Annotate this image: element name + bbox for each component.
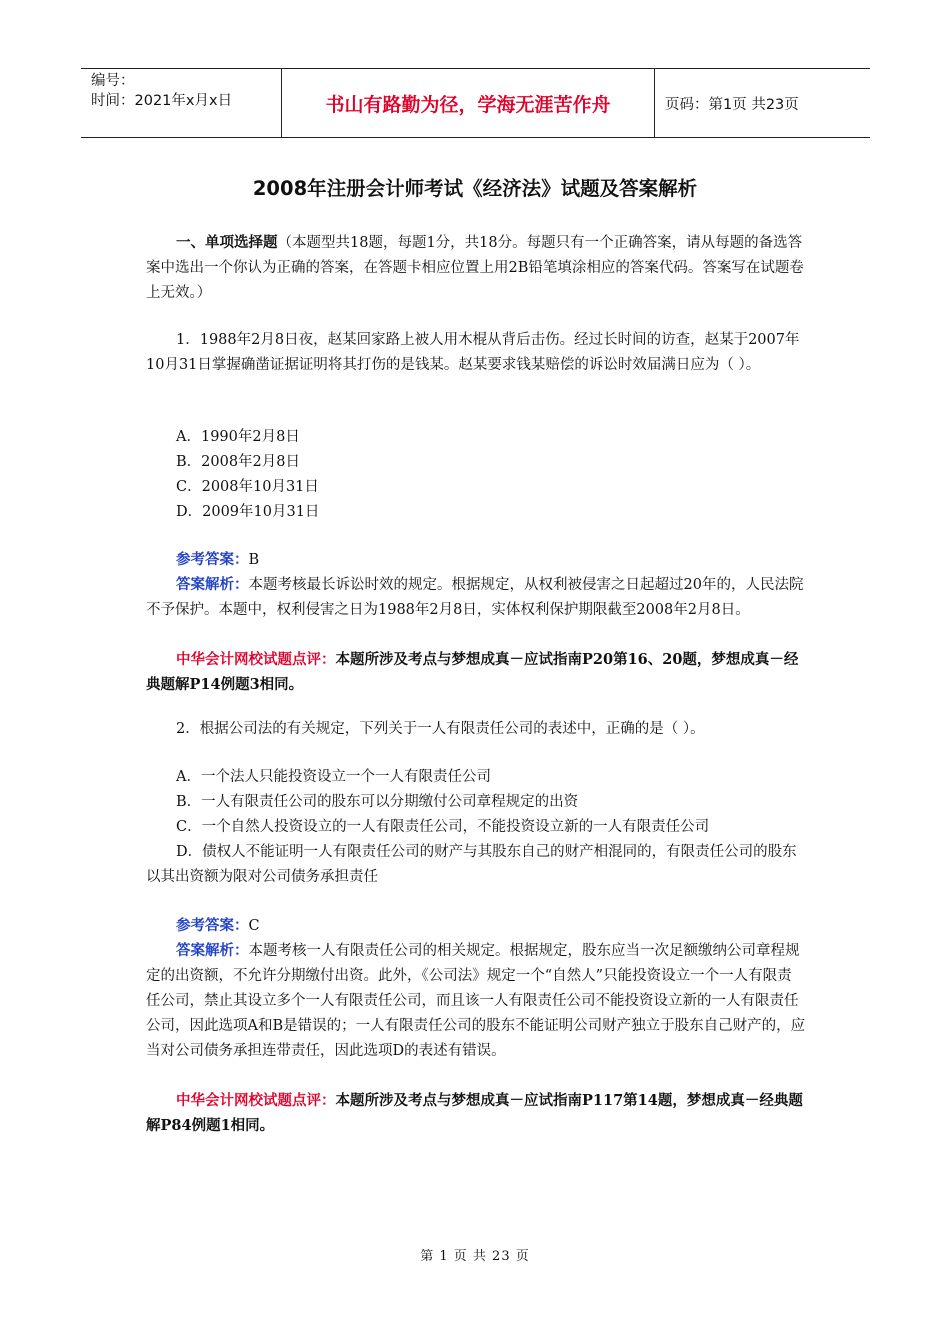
option-text: D．债权人不能证明一人有限责任公司的财产与其股东自己的财产相混同的，有限责任公司的股东以其出资额为限对公司债务承担责任 (146, 844, 797, 885)
question-2-answer (146, 913, 806, 939)
question-1-stem (146, 328, 806, 378)
question-2-comment (146, 1088, 806, 1138)
time-label: 时间：2021年x月x日 (91, 93, 233, 109)
question-2-option-a: A．一个法人只能投资设立一个一人有限责任公司 (176, 769, 491, 785)
question-1-comment (146, 647, 806, 697)
section-intro (146, 230, 806, 306)
analysis-label: 答案解析： (176, 942, 249, 959)
question-2-stem (146, 717, 806, 742)
document-title: 2008年注册会计师考试《经济法》试题及答案解析 (252, 177, 698, 200)
analysis-text: 本题考核最长诉讼时效的规定。根据规定，从权利被侵害之日起超过20年的，人民法院不予保护。本题中，权利侵害之日为1988年2月8日，实体权利保护期限截至2008年2月8日。 (146, 577, 804, 618)
question-stem-text: 2．根据公司法的有关规定，下列关于一人有限责任公司的表述中，正确的是（ ）。 (176, 721, 705, 737)
header-table (81, 68, 870, 138)
question-1-option-d: D．2009年10月31日 (176, 504, 320, 520)
question-1-analysis (146, 572, 806, 623)
comment-text: 本题所涉及考点与梦想成真－应试指南P20第16、20题，梦想成真－经典题解P14例题3相同。 (146, 651, 799, 693)
answer-value: C (248, 918, 260, 934)
section-instructions: （本题型共18题，每题1分，共18分。每题只有一个正确答案，请从每题的备选答案中选出一个你认为正确的答案，在答题卡相应位置上用2B铅笔填涂相应的答案代码。答案写在试题卷上无效。） (146, 235, 804, 301)
answer-label: 参考答案： (176, 551, 249, 568)
question-1-option-a: A．1990年2月8日 (176, 429, 300, 445)
analysis-text: 本题考核一人有限责任公司的相关规定。根据规定，股东应当一次足额缴纳公司章程规定的出资额，不允许分期缴付出资。此外，《公司法》规定一个“自然人”只能投资设立一个一人有限责任公司，禁止其设立多个一人有限责任公司，而且该一人有限责任公司不能投资设立新的一人有限责任公司，因此选项A和B是错误的；一人有限责任公司的股东不能证明公司财产独立于股东自己财产的，应当对公司债务承担连带责任，因此选项D的表述有错误。 (146, 943, 806, 1059)
question-2-analysis (146, 938, 806, 1064)
number-label: 编号： (91, 73, 135, 89)
question-1-option-b: B．2008年2月8日 (176, 454, 301, 470)
question-2-option-c: C．一个自然人投资设立的一人有限责任公司，不能投资设立新的一人有限责任公司 (176, 819, 710, 835)
comment-label: 中华会计网校试题点评： (176, 651, 336, 668)
question-stem-text: 1．1988年2月8日夜，赵某回家路上被人用木棍从背后击伤。经过长时间的访查，赵某于2007年10月31日掌握确凿证据证明将其打伤的是钱某。赵某要求钱某赔偿的诉讼时效届满日应为（ ）。 (146, 332, 800, 373)
analysis-label: 答案解析： (176, 576, 249, 593)
question-1-option-c: C．2008年10月31日 (176, 479, 319, 495)
question-1-answer (146, 547, 806, 573)
section-heading: 一、单项选择题 (176, 234, 278, 251)
question-2-option-b: B．一人有限责任公司的股东可以分期缴付公司章程规定的出资 (176, 794, 579, 810)
page-footer: 第 1 页 共 23 页 (420, 1249, 530, 1264)
question-2-option-d (146, 840, 806, 890)
answer-value: B (248, 552, 260, 568)
answer-label: 参考答案： (176, 917, 249, 934)
comment-text: 本题所涉及考点与梦想成真－应试指南P117第14题，梦想成真－经典题解P84例题1相同。 (146, 1092, 803, 1134)
header-left-cell (81, 69, 281, 137)
comment-label: 中华会计网校试题点评： (176, 1092, 336, 1109)
page-info: 页码：第1页 共23页 (665, 96, 799, 113)
motto: 书山有路勤为径，学海无涯苦作舟 (281, 69, 655, 137)
